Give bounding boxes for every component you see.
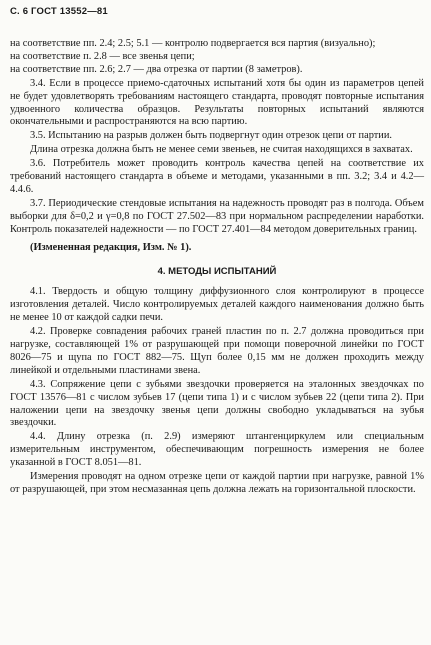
paragraph: 4.4. Длину отрезка (п. 2.9) измеряют штангенциркулем или специальным измерительным инструментом, обеспечивающим погрешность измерения не более указанной в ГОСТ 8.051—81. xyxy=(10,431,424,469)
paragraph: на соответствие пп. 2.4; 2.5; 5.1 — контролю подвергается вся партия (визуально); xyxy=(10,38,376,49)
paragraph: на соответствие пп. 2.6; 2.7 — два отрезка от партии (8 заметров). xyxy=(10,63,303,75)
paragraph: 3.5. Испытанию на разрыв должен быть подвергнут один отрезок цепи от партии. xyxy=(30,130,393,142)
paragraph: 3.4. Если в процессе приемо-сдаточных испытаний хотя бы один из параметров цепей не будет удовлетворять требованиям настоящего стандарта, проводят повторные испытания удвоенного количества образцов. Результаты повторных испытаний являются окончательными и распространяются на всю партию. xyxy=(10,77,424,128)
paragraph: 4.1. Твердость и общую толщину диффузионного слоя контролируют в процессе изготовления деталей. Число контролируемых деталей каждого наименования должно быть не менее 10 от каждой садки печи. xyxy=(10,286,424,324)
paragraph: 3.6. Потребитель может проводить контроль качества цепей на соответствие их требований настоящего стандарта в объеме и методами, указанными в пп. 3.2; 3.4 и 4.2—4.4.6. xyxy=(10,158,424,195)
paragraph: 3.7. Периодические стендовые испытания на надежность проводят раз в полгода. Объем выборки для δ=0,2 и γ=0,8 по ГОСТ 27.502—83 при нормальном распределении наработки. Контроль показателей надежности — по ГОСТ 27.401—84 методом доверительных границ. xyxy=(10,197,424,235)
document-body xyxy=(10,38,424,497)
paragraph: Длина отрезка должна быть не менее семи звеньев, не считая находящихся в захватах. xyxy=(30,144,413,156)
amendment-note: (Измененная редакция, Изм. № 1). xyxy=(30,241,192,253)
paragraph: на соответствие п. 2.8 — все звенья цепи; xyxy=(10,50,195,62)
paragraph: 4.2. Проверке совпадения рабочих граней пластин по п. 2.7 должна проводиться при нагрузке, составляющей 1% от разрушающей при помощи поверочной линейки по ГОСТ 8026—75 и щупа по ГОСТ 882—75. Щуп более 0,15 мм не должен проходить между линейкой и отдельными пластинами звена. xyxy=(10,326,424,376)
page-header: С. 6 ГОСТ 13552—81 xyxy=(10,6,108,17)
paragraph: 4.3. Сопряжение цепи с зубьями звездочки проверяется на эталонных звездочках по ГОСТ 13576—81 с числом зубьев 17 (цепи типа 1) и с числом зубьев 22 (цепи типа 2). При наложении цепи на звездочку звенья цепи должны свободно укладываться на зубья звездочки. xyxy=(10,378,424,429)
section-heading: 4. МЕТОДЫ ИСПЫТАНИЙ xyxy=(157,265,277,277)
paragraph: Измерения проводят на одном отрезке цепи от каждой партии при нагрузке, равной 1% от разрушающей, при этом несмазанная цепь должна лежать на горизонтальной плоскости. xyxy=(10,471,424,495)
